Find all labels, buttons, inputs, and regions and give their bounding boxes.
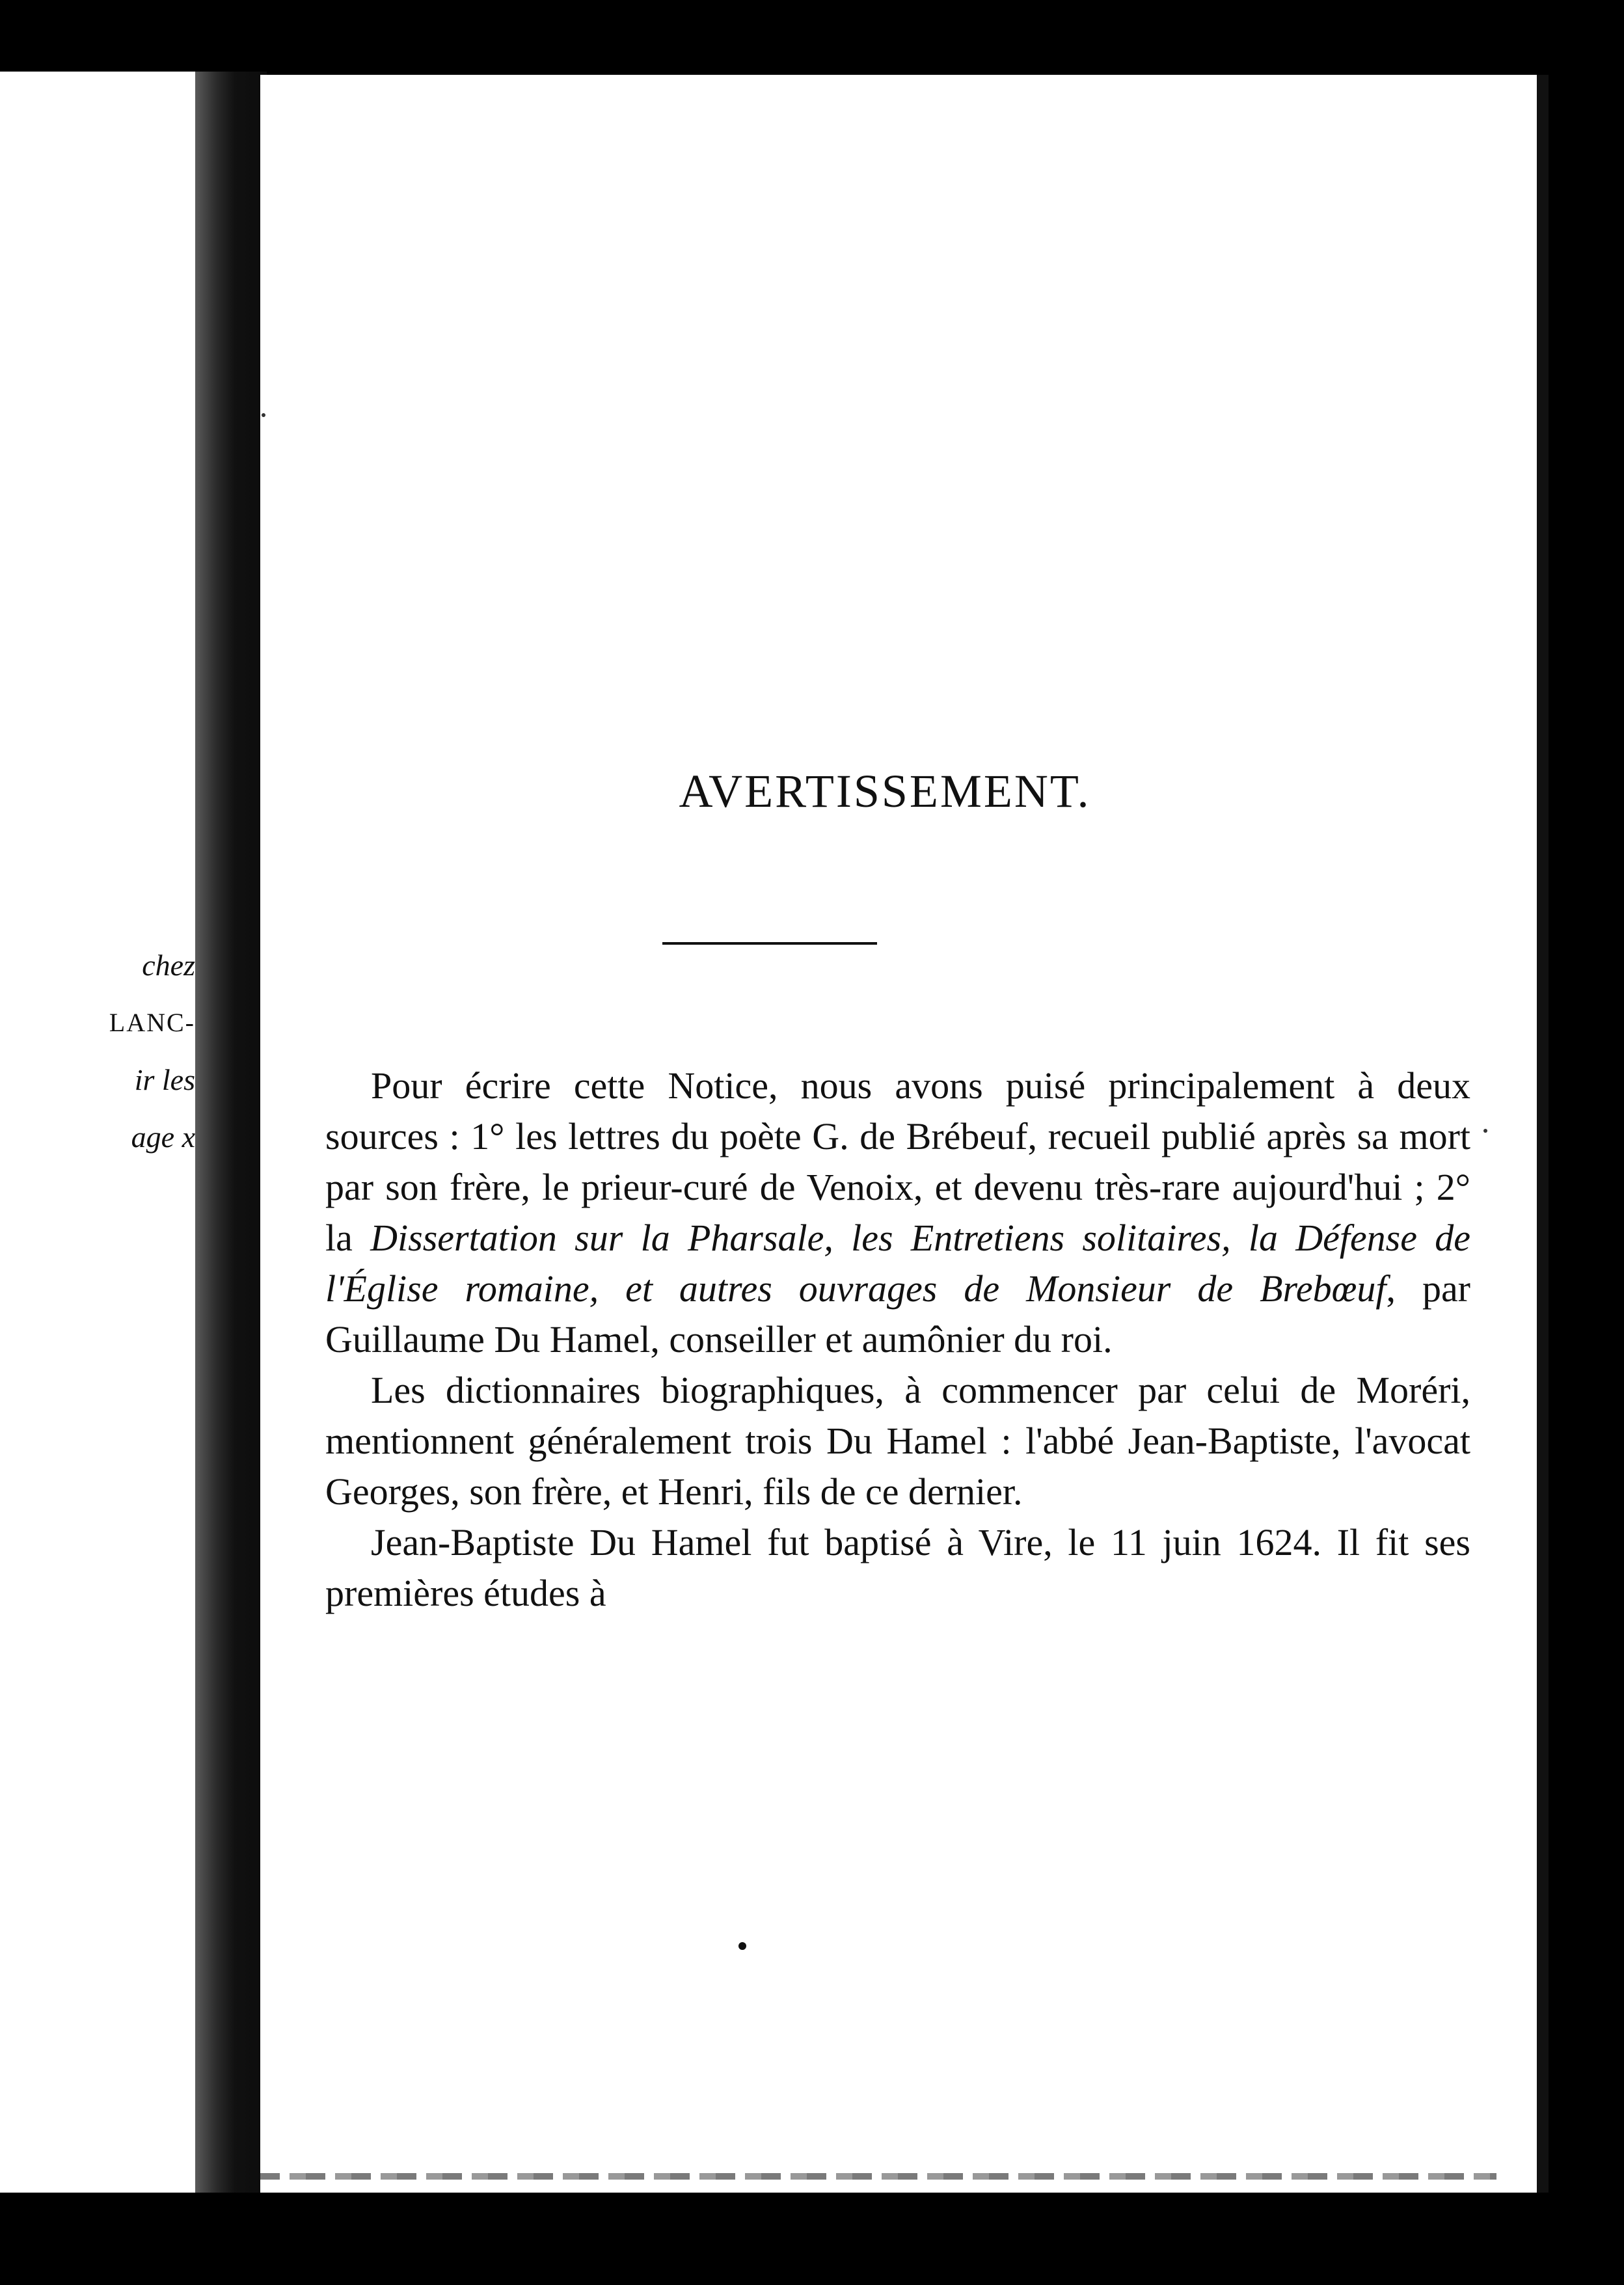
left-fragment-1: chez <box>142 949 195 982</box>
left-fragment-4: age x <box>131 1120 195 1154</box>
paragraph-2: Les dictionnaires biographiques, à commencer par celui de Moréri, mentionnent généralement trois Du Hamel : l'abbé Jean-Baptiste, l'avocat Georges, son frère, et Henri, fils de ce dernier. <box>325 1369 1470 1513</box>
book-gutter <box>195 72 267 2193</box>
left-fragment-2: LANC- <box>109 1008 195 1037</box>
paragraph-1-end: , par Guillaume Du Hamel, conseiller et aumônier du roi. <box>325 1267 1470 1360</box>
speck <box>1483 1129 1487 1133</box>
body-text <box>325 1061 1470 1619</box>
paragraph-1 <box>325 1061 1470 1365</box>
ink-dot <box>738 1942 746 1950</box>
paragraph-1-italic-title: Dissertation sur la Pharsale, les Entretiens solitaires, la Défense de l'Église romaine, et autres ouvrages de Monsieur de Brebœuf <box>325 1217 1470 1310</box>
paragraph-1-start: Pour écrire cette Notice, nous avons puisé principalement à deux sources : 1° les lettres du poète G. de Brébeuf, recueil publié après sa mort par son frère, le prieur-curé de Venoix, et devenu très-rare aujourd'hui ; 2° la <box>325 1064 1470 1259</box>
bottom-edge-marks <box>260 2173 1496 2180</box>
left-fragment-3: ir les <box>134 1063 195 1096</box>
speck <box>262 413 265 417</box>
scan-border <box>0 2193 1624 2285</box>
main-page <box>260 75 1549 2193</box>
left-facing-page <box>0 72 195 2193</box>
title-rule <box>662 942 877 945</box>
paragraph-3: Jean-Baptiste Du Hamel fut baptisé à Vire, le 11 juin 1624. Il fit ses premières études à <box>325 1521 1470 1614</box>
left-page-text-fragments <box>72 937 195 1166</box>
page-title: AVERTISSEMENT. <box>679 765 1091 817</box>
